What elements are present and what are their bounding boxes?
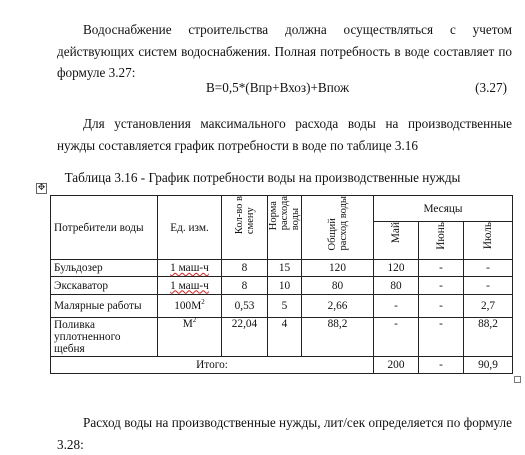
cell-july: - — [464, 260, 513, 277]
formula-text: В=0,5*(Впр+Вхоз)+Впож — [206, 80, 350, 95]
cell-consumer: Поливка уплотненного щебня — [51, 318, 158, 357]
cell-may: 120 — [374, 260, 419, 277]
move-cross-icon[interactable]: ✥ — [37, 183, 46, 193]
cell-july: 2,7 — [464, 295, 513, 318]
formula-number: (3.27) — [475, 80, 507, 95]
cell-consumer: Малярные работы — [51, 295, 158, 318]
cell-june: - — [419, 260, 464, 277]
resize-handle-icon[interactable] — [514, 376, 521, 383]
cell-unit: $100М^2$ — [158, 295, 222, 318]
cell-qty: 22,04 — [222, 318, 268, 357]
cell-unit: 1 маш-ч — [158, 260, 222, 277]
header-total: Общий расход воды — [302, 196, 374, 260]
table-row — [51, 260, 513, 277]
table-header-row — [51, 196, 513, 222]
table-total-row — [51, 357, 513, 374]
header-norm: Норма расхода воды — [268, 196, 302, 260]
cell-may: - — [374, 318, 419, 357]
cell-unit: $М^2$ — [158, 318, 222, 357]
header-month-june: Июнь — [419, 222, 464, 260]
header-month-may: Май — [374, 222, 419, 260]
total-label: Итого: — [51, 357, 374, 374]
cell-may: 80 — [374, 277, 419, 295]
table-row — [51, 277, 513, 295]
cell-july: 88,2 — [464, 318, 513, 357]
cell-total: 2,66 — [302, 295, 374, 318]
total-may: 200 — [374, 357, 419, 374]
cell-norm: 5 — [268, 295, 302, 318]
cell-consumer: Экскаватор — [51, 277, 158, 295]
header-qty-shift: Кол-во в смену — [222, 196, 268, 260]
total-june: - — [419, 357, 464, 374]
cell-unit: 1 маш-ч — [158, 277, 222, 295]
table-intro-paragraph: Для установления максимального расхода воды на производственные нужды составляется график потребности в воде по таблице 3.16 — [57, 116, 512, 153]
cell-qty: 0,53 — [222, 295, 268, 318]
cell-norm: 15 — [268, 260, 302, 277]
cell-june: - — [419, 295, 464, 318]
cell-qty: 8 — [222, 277, 268, 295]
formula-row — [0, 80, 525, 98]
next-paragraph: Расход воды на производственные нужды, лит/сек определяется по формуле 3.28: — [57, 415, 512, 452]
cell-july: - — [464, 277, 513, 295]
table-caption: Таблица 3.16 - График потребности воды на производственные нужды — [64, 170, 461, 185]
header-month-july: Июль — [464, 222, 513, 260]
cell-qty: 8 — [222, 260, 268, 277]
intro-paragraph: Водоснабжение строительства должна осуществляться с учетом действующих систем водоснабжения. Полная потребность в воде составляет по формуле 3.27: — [57, 22, 512, 81]
cell-total: 120 — [302, 260, 374, 277]
water-demand-table — [50, 195, 513, 374]
cell-total: 88,2 — [302, 318, 374, 357]
total-july: 90,9 — [464, 357, 513, 374]
cell-may: - — [374, 295, 419, 318]
cell-consumer: Бульдозер — [51, 260, 158, 277]
cell-norm: 10 — [268, 277, 302, 295]
header-consumer: Потребители воды — [51, 196, 158, 260]
table-row — [51, 318, 513, 357]
cell-june: - — [419, 318, 464, 357]
cell-norm: 4 — [268, 318, 302, 357]
cell-total: 80 — [302, 277, 374, 295]
cell-june: - — [419, 277, 464, 295]
header-unit: Ед. изм. — [158, 196, 222, 260]
table-row — [51, 295, 513, 318]
header-months: Месяцы — [374, 196, 513, 222]
